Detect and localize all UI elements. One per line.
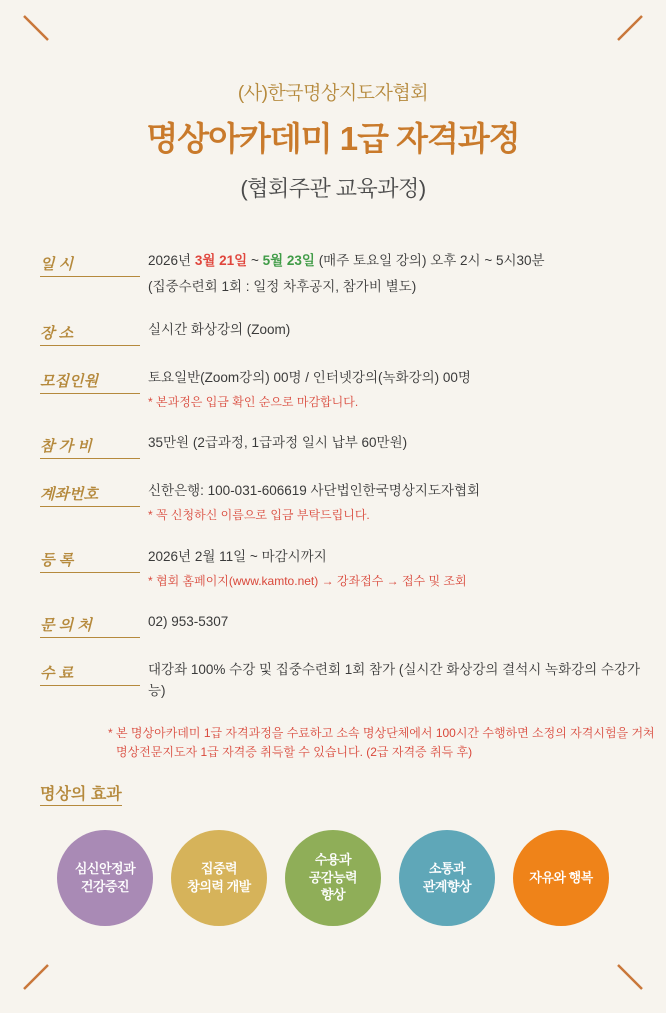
- page-title: 명상아카데미 1급 자격과정: [146, 120, 520, 157]
- footnote-line-1: * 본 명상아카데미 1급 자격과정을 수료하고 소속 명상단체에서 100시간 수행하면 소정의 자격시험을 거쳐: [108, 726, 655, 741]
- corner-decoration-top-right: [614, 14, 644, 44]
- effect-5-line-1: 자유와 행복: [529, 869, 593, 885]
- info-row-account: [40, 481, 648, 525]
- info-row-contact: [40, 612, 648, 638]
- registration-note: * 협회 홈페이지(www.kamto.net) → 강좌접수 → 접수 및 조회: [148, 573, 467, 588]
- date-end: 5월 23일: [262, 253, 315, 268]
- association-name: (사)한국명상지도자협회: [237, 83, 429, 104]
- effect-4-line-2: 관계향상: [422, 878, 472, 894]
- info-label-fee: 참 가 비: [40, 435, 140, 459]
- account-text: 신한은행: 100-031-606619 사단법인한국명상지도자협회: [148, 483, 481, 499]
- corner-decoration-bottom-left: [22, 961, 52, 991]
- info-value-date: [140, 251, 648, 298]
- effect-2-line-1: 집중력: [200, 861, 238, 877]
- effect-circle-2: [171, 830, 267, 926]
- info-label-completion: 수 료: [40, 662, 140, 686]
- info-label-place: 장 소: [40, 322, 140, 346]
- account-note: * 꼭 신청하신 이름으로 입금 부탁드립니다.: [148, 508, 370, 523]
- effect-4-line-1: 소통과: [428, 861, 466, 877]
- info-value-completion: 대강좌 100% 수강 및 집중수련회 1회 참가 (실시간 화상강의 결석시 녹화강의 수강가능): [148, 662, 641, 699]
- effect-1-line-1: 심신안정과: [74, 861, 136, 877]
- info-value-contact: 02) 953-5307: [148, 614, 229, 630]
- info-list: [0, 251, 666, 702]
- date-extra-note: (집중수련회 1회 : 일정 차후공지, 참가비 별도): [148, 278, 417, 294]
- corner-decoration-top-left: [22, 14, 52, 44]
- corner-decoration-bottom-right: [614, 961, 644, 991]
- info-value-capacity: [140, 368, 648, 412]
- info-row-place: [40, 320, 648, 346]
- effect-3-line-3: 향상: [320, 887, 346, 903]
- date-suffix: (매주 토요일 강의) 오후 2시 ~ 5시30분: [314, 253, 545, 268]
- effect-circle-1: [57, 830, 153, 926]
- info-row-completion: [40, 660, 648, 702]
- info-row-date: [40, 251, 648, 298]
- capacity-note: * 본과정은 입금 확인 순으로 마감합니다.: [148, 394, 359, 409]
- info-label-capacity: 모집인원: [40, 370, 140, 394]
- info-row-fee: [40, 433, 648, 459]
- page-subtitle: (협회주관 교육과정): [240, 176, 426, 201]
- effects-section-title: [0, 781, 666, 804]
- date-separator: ~: [247, 253, 263, 268]
- effect-circle-5: [513, 830, 609, 926]
- date-start: 3월 21일: [194, 253, 248, 268]
- info-label-registration: 등 록: [40, 549, 140, 573]
- footnote: [0, 724, 666, 762]
- info-row-registration: [40, 547, 648, 591]
- info-label-account: 계좌번호: [40, 483, 140, 507]
- effect-circle-3: [285, 830, 381, 926]
- effects-section-title-text: 명상의 효과: [40, 786, 122, 806]
- poster-header: [0, 0, 666, 203]
- info-value-account: [140, 481, 648, 525]
- info-value-fee: 35만원 (2급과정, 1급과정 일시 납부 60만원): [148, 435, 408, 451]
- effect-1-line-2: 건강증진: [80, 878, 130, 894]
- effect-circle-4: [399, 830, 495, 926]
- info-value-registration: [140, 547, 648, 591]
- effect-3-line-2: 공감능력: [308, 869, 358, 885]
- registration-text: 2026년 2월 11일 ~ 마감시까지: [148, 548, 327, 564]
- date-prefix: 2026년: [148, 253, 195, 268]
- info-row-capacity: [40, 368, 648, 412]
- info-label-date: 일 시: [40, 253, 140, 277]
- effect-3-line-1: 수용과: [314, 852, 352, 868]
- info-label-contact: 문 의 처: [40, 614, 140, 638]
- capacity-text: 토요일반(Zoom강의) 00명 / 인터넷강의(녹화강의) 00명: [148, 369, 471, 385]
- effects-circle-list: [0, 830, 666, 926]
- effect-2-line-2: 창의력 개발: [187, 878, 251, 894]
- info-value-place: 실시간 화상강의 (Zoom): [148, 321, 291, 337]
- footnote-line-2: 명상전문지도자 1급 자격증 취득할 수 있습니다. (2급 자격증 취득 후): [116, 745, 473, 760]
